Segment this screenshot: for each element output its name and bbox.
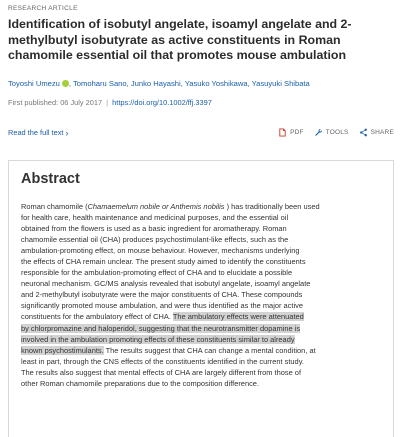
abstract-line [21,311,383,322]
article-title: Identification of isobutyl angelate, isoamyl angelate and 2-methylbutyl isobutyrate as active constituents in Roman chamomile essential oil that promotes mouse ambulation [8,17,352,63]
article-toolbar [8,128,394,140]
abstract-line [21,245,383,256]
abstract-text-run: ) has traditionally been used [224,202,320,211]
abstract-text-run: The results also suggest that mental effects of CHA are largely different from those of [21,367,302,377]
abstract-text-run: neuronal mechanism. GC/MS analysis revealed that isobutyl angelate, isoamyl angelate [21,279,311,289]
highlighted-text: known psychostimulants. [21,345,104,355]
abstract-line [21,356,383,367]
publication-info: First published: 06 July 2017 | https://doi.org/10.1002/ffj.3397 [8,98,212,107]
abstract-line [21,367,383,378]
abstract-line [21,378,383,389]
abstract-text-run: and 2-methylbutyl isobutyrate were the major constituents of CHA. These compounds [21,290,303,300]
abstract-text-run: Roman chamomile ( [21,202,88,211]
abstract-text-run: significantly promoted mouse ambulation, and were thus identified as the major active [21,301,303,311]
abstract-text-run: ambulation-promoting effect, on mouse behaviour. However, mechanisms underlying [21,246,300,256]
highlighted-text: involved in the ambulation promoting effects of these constituents similar to already [21,334,295,344]
abstract-text-run: responsible for the ambulation-promoting effect of CHA and to elucidate a possible [21,268,293,278]
author-list: Toyoshi Umezu , Tomoharu Sano, Junko Hayashi, Yasuko Yoshikawa, Yasuyuki Shibata [8,79,310,88]
author-link[interactable]: Tomoharu Sano [73,79,127,88]
author-link[interactable]: Toyoshi Umezu [8,79,60,88]
chevron-right-icon: › [65,128,69,138]
article-type-label: RESEARCH ARTICLE [8,5,78,12]
orcid-icon[interactable] [62,80,69,87]
first-published-label: First published: [8,98,59,107]
abstract-line [21,223,383,234]
abstract-line [21,234,383,245]
abstract-text-run: for health care, health maintenance and medicinal purposes, and the essential oil [21,213,289,223]
doi-link[interactable]: https://doi.org/10.1002/ffj.3397 [112,98,212,107]
author-link[interactable]: Junko Hayashi [130,79,181,88]
abstract-line [21,256,383,267]
wrench-icon [314,128,323,137]
author-link[interactable]: Yasuko Yoshikawa [184,79,248,88]
abstract-text-run: least in part, through the CNS effects of the constituents identified in the current study. [21,356,304,366]
abstract-text-run: other Roman chamomile preparations due to the composition difference. [21,378,259,388]
abstract-line [21,300,383,311]
species-name: Chamaemelum nobile or Anthemis nobilis [87,202,225,211]
abstract-text [21,201,383,389]
abstract-text-run: The results suggest that CHA can change a mental condition, at [103,345,316,355]
share-icon [359,128,368,137]
abstract-line [21,212,383,223]
pdf-icon [278,128,287,137]
abstract-text-run: the effects of CHA remain unclear. The present study aimed to identify the constituents [21,257,306,267]
highlighted-text: The ambulatory effects were attenuated [172,312,304,322]
abstract-text-run: obtained from the flowers is used as a basic ingredient for aromatherapy. Roman [21,224,287,234]
author-link[interactable]: Yasuyuki Shibata [251,79,310,88]
abstract-line [21,267,383,278]
share-button[interactable]: SHARE [359,128,394,137]
abstract-line [21,334,383,345]
tools-button[interactable]: TOOLS [314,128,349,137]
abstract-section [8,160,394,437]
abstract-line [21,345,383,356]
abstract-line [21,289,383,300]
first-published-date: 06 July 2017 [60,98,103,107]
read-full-text-link[interactable]: Read the full text › [8,128,69,138]
abstract-line [21,201,383,212]
abstract-text-run: chamomile essential oil (CHA) produces psychostimulant-like effects, such as the [21,235,289,245]
abstract-line [21,323,383,334]
abstract-heading: Abstract [21,171,80,187]
pdf-button[interactable]: PDF [278,128,304,137]
abstract-line [21,278,383,289]
highlighted-text: by chlorpromazine and haloperidol, suggesting that the neurotransmitter dopamine is [21,323,301,333]
abstract-text-run: constituents for the ambulatory effect of CHA. [21,312,173,322]
